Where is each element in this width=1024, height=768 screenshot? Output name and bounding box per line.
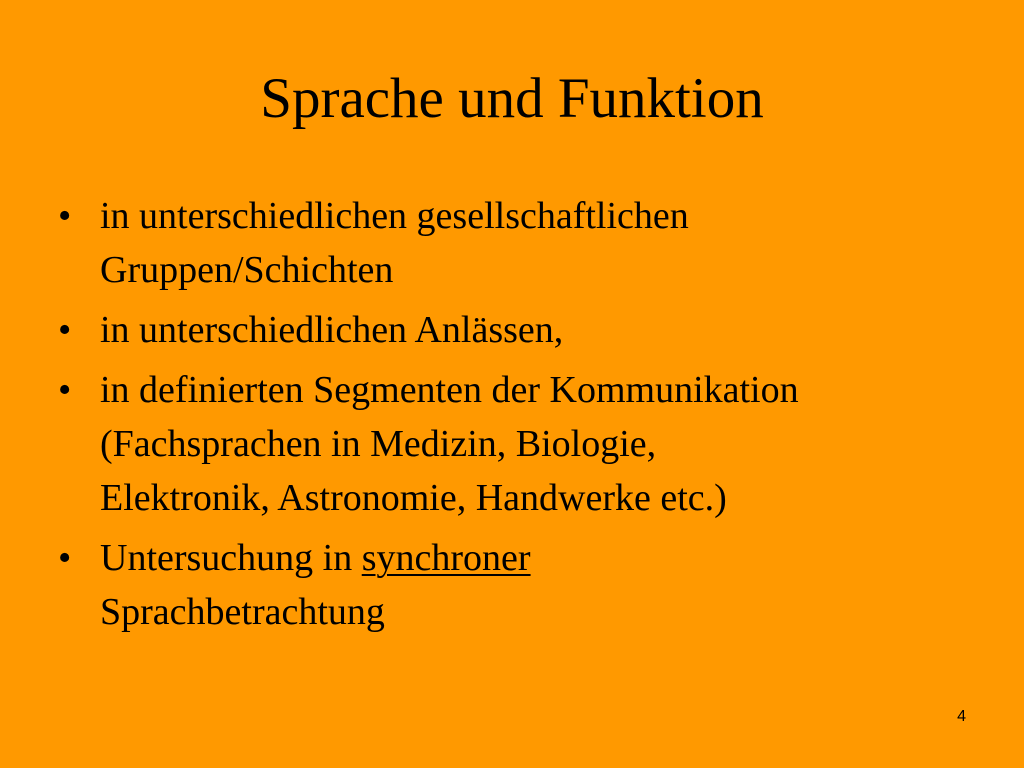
bullet-icon: •: [58, 195, 72, 237]
bullet-text-line: in unterschiedlichen gesellschaftlichen: [100, 195, 689, 237]
bullet-item-groups: [58, 189, 978, 297]
bullet-item-occasions: [58, 303, 978, 357]
bullet-icon: •: [58, 309, 72, 351]
underlined-term: synchroner: [361, 537, 531, 579]
bullet-icon: •: [58, 537, 72, 579]
bullet-icon: •: [58, 369, 72, 411]
bullet-text-line: Sprachbetrachtung: [100, 591, 385, 633]
bullet-text-line: Elektronik, Astronomie, Handwerke etc.): [100, 477, 727, 519]
bullet-text-line: (Fachsprachen in Medizin, Biologie,: [100, 423, 657, 465]
bullet-list: [58, 189, 978, 645]
bullet-text-line: in definierten Segmenten der Kommunikation: [100, 369, 799, 411]
bullet-item-synchronic: [58, 531, 978, 639]
bullet-text-line: in unterschiedlichen Anlässen,: [100, 309, 564, 351]
slide-title: Sprache und Funktion: [260, 67, 764, 130]
bullet-item-segments: [58, 363, 978, 525]
slide-number: 4: [957, 708, 966, 725]
bullet-text-prefix: Untersuchung in: [100, 537, 362, 579]
bullet-text-line: Gruppen/Schichten: [100, 249, 394, 291]
